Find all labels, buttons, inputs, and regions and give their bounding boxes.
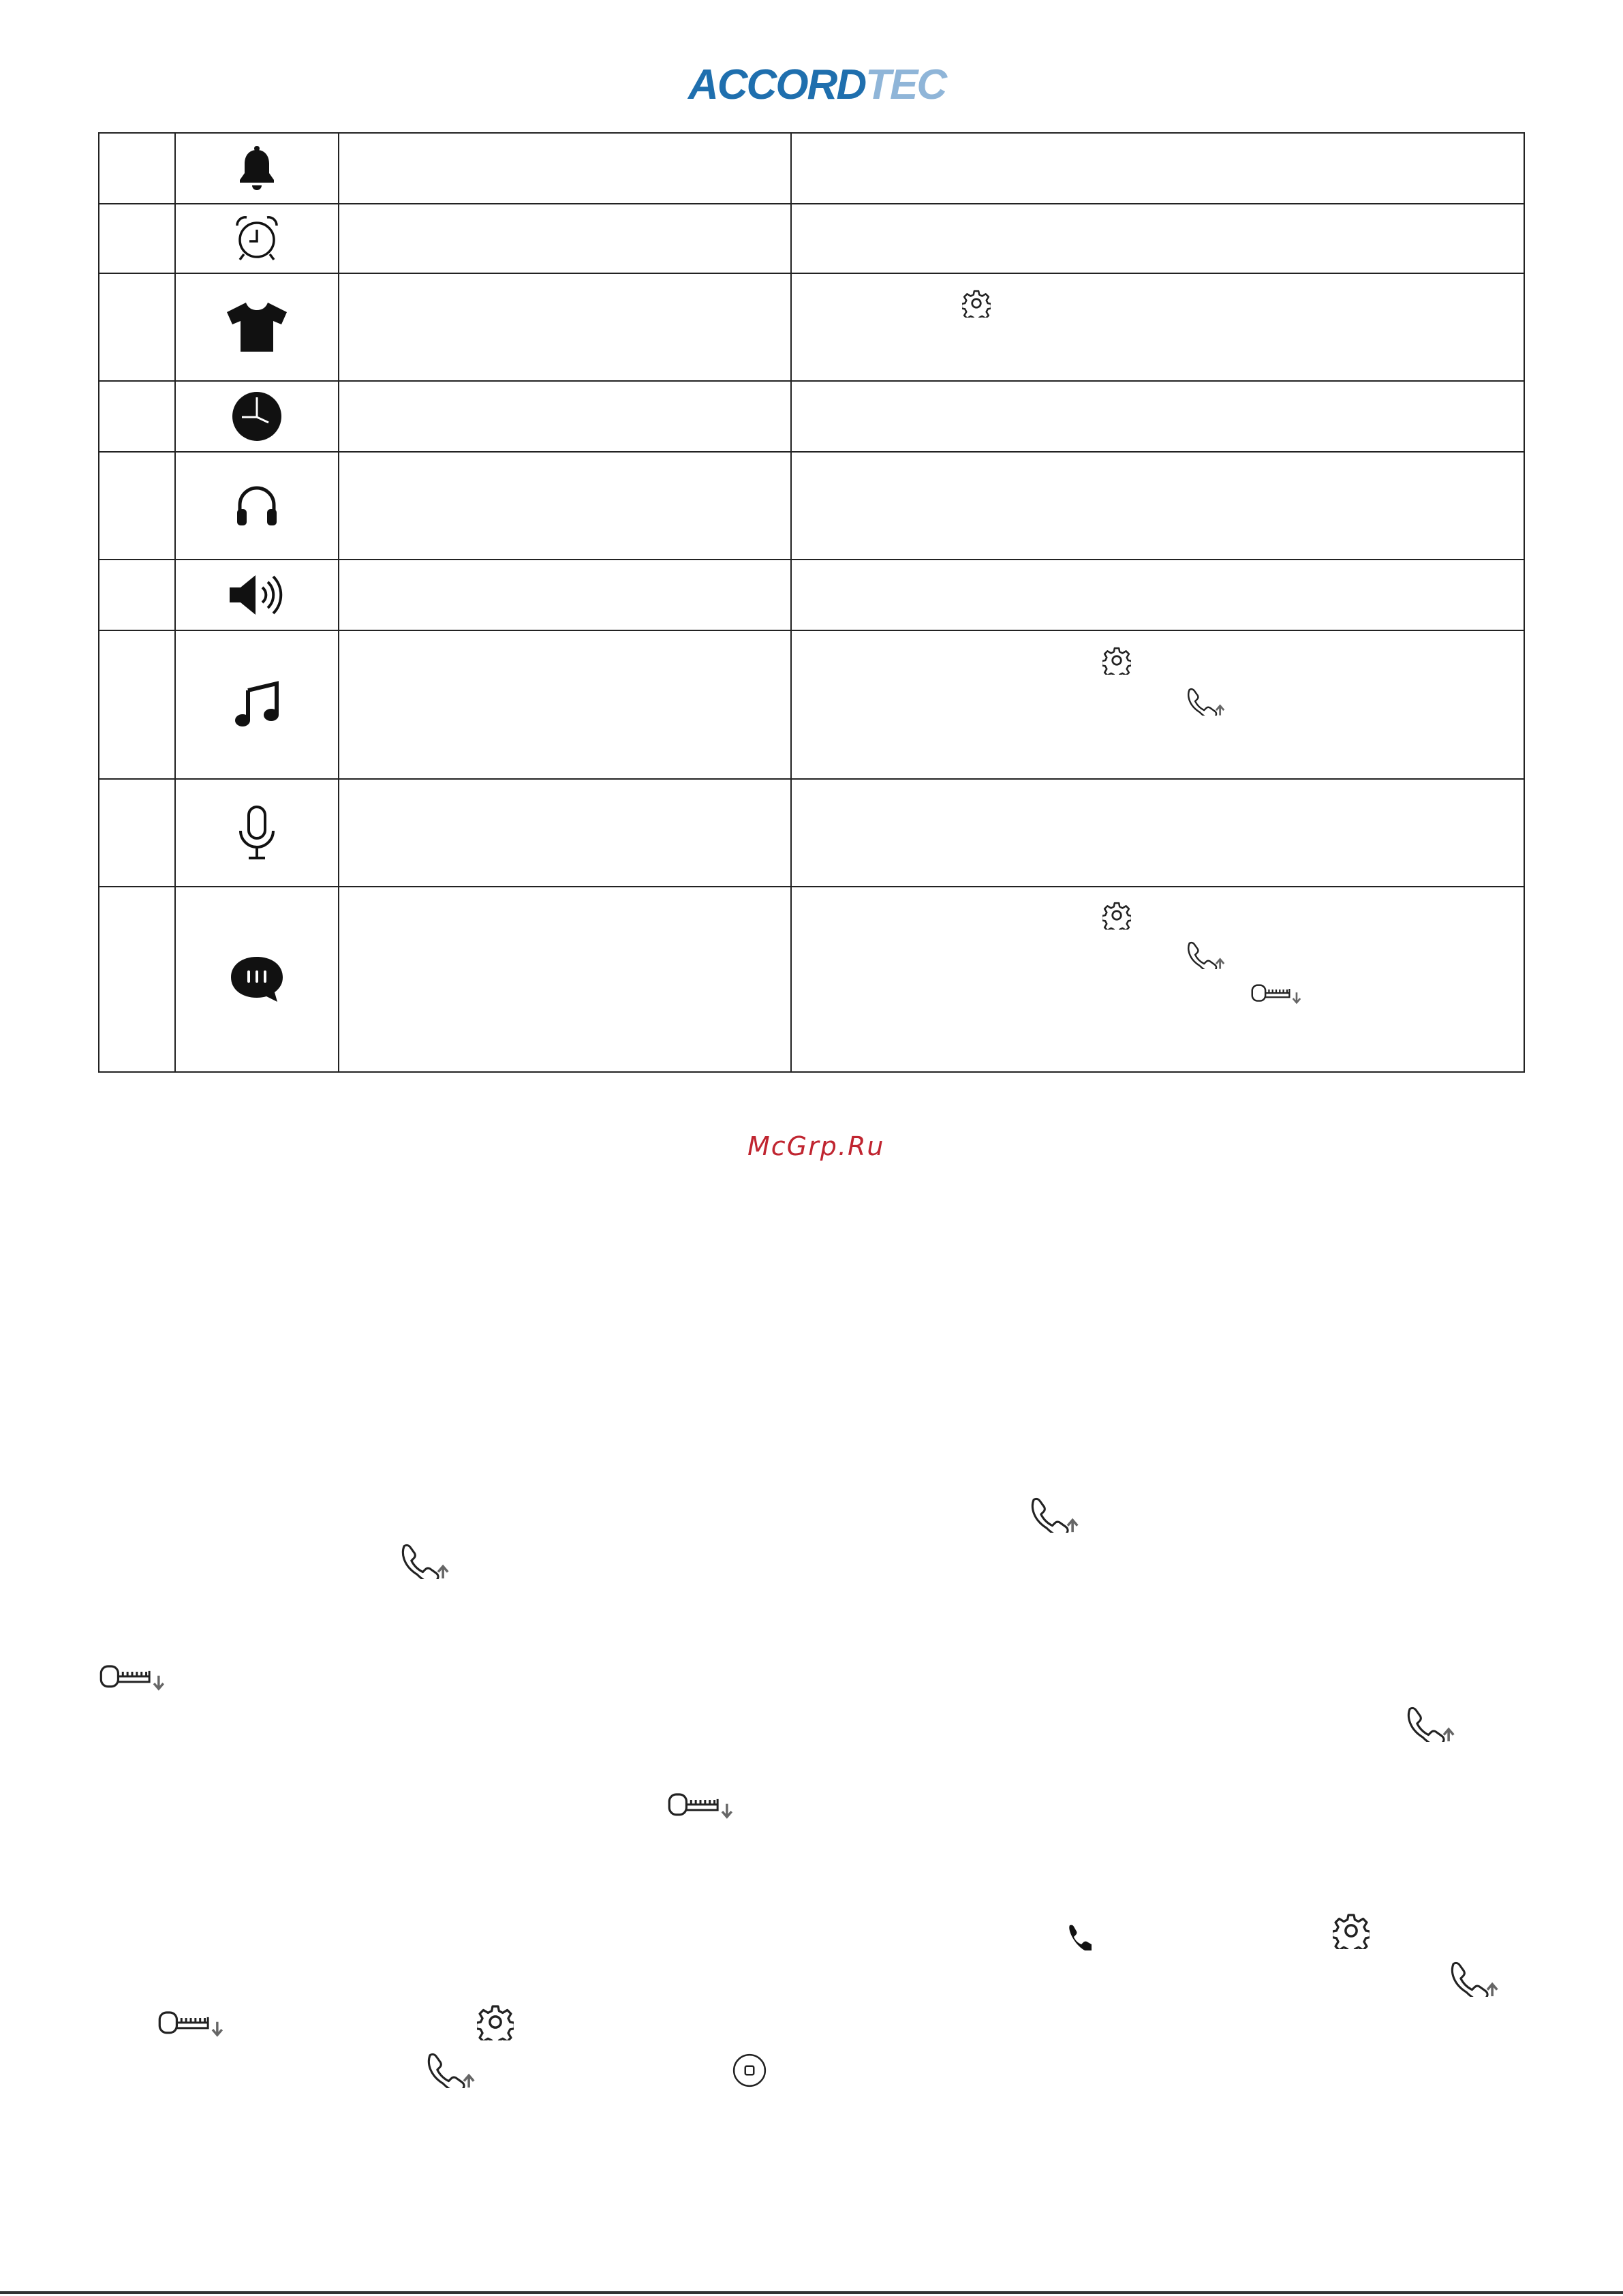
call-up-icon bbox=[1186, 687, 1226, 716]
icon-cell bbox=[175, 204, 339, 273]
call-up-icon bbox=[1405, 1705, 1457, 1742]
alarm-clock-icon bbox=[232, 213, 282, 264]
call-up-icon bbox=[1029, 1496, 1081, 1533]
key-down-icon bbox=[99, 1662, 165, 1693]
function-description bbox=[791, 630, 1524, 779]
function-description bbox=[791, 560, 1524, 630]
function-description bbox=[791, 133, 1524, 204]
function-name bbox=[339, 452, 791, 560]
gear-icon bbox=[1333, 1912, 1370, 1949]
function-table bbox=[98, 132, 1525, 1073]
function-name bbox=[339, 133, 791, 204]
microphone-icon bbox=[236, 805, 277, 861]
function-name bbox=[339, 381, 791, 452]
table-row bbox=[99, 452, 1524, 560]
row-number bbox=[99, 887, 175, 1072]
watermark: McGrp.Ru bbox=[747, 1131, 885, 1161]
page-footer-rule bbox=[0, 2291, 1623, 2294]
table-row bbox=[99, 133, 1524, 204]
icon-cell bbox=[175, 887, 339, 1072]
chat-bubble-icon bbox=[228, 955, 285, 1003]
icon-cell bbox=[175, 133, 339, 204]
logo-text-secondary: TEC bbox=[865, 61, 946, 108]
function-name bbox=[339, 273, 791, 381]
gear-icon bbox=[1102, 646, 1131, 675]
gear-icon bbox=[477, 2004, 514, 2040]
table-row bbox=[99, 630, 1524, 779]
brand-logo bbox=[688, 60, 946, 109]
call-up-icon bbox=[1186, 940, 1226, 969]
icon-cell bbox=[175, 273, 339, 381]
table-row bbox=[99, 381, 1524, 452]
icon-cell bbox=[175, 779, 339, 887]
function-name bbox=[339, 560, 791, 630]
function-name bbox=[339, 779, 791, 887]
gear-icon bbox=[962, 289, 991, 318]
row-number bbox=[99, 381, 175, 452]
table-row bbox=[99, 204, 1524, 273]
function-description bbox=[791, 887, 1524, 1072]
function-description bbox=[791, 381, 1524, 452]
table-row bbox=[99, 560, 1524, 630]
table-row bbox=[99, 273, 1524, 381]
row-number bbox=[99, 560, 175, 630]
row-number bbox=[99, 204, 175, 273]
row-number bbox=[99, 452, 175, 560]
function-description bbox=[791, 204, 1524, 273]
icon-cell bbox=[175, 381, 339, 452]
table-row bbox=[99, 779, 1524, 887]
function-description bbox=[791, 452, 1524, 560]
home-button-icon bbox=[732, 2053, 767, 2088]
speaker-icon bbox=[228, 572, 285, 617]
music-note-icon bbox=[234, 681, 279, 729]
logo-text-primary: ACCORD bbox=[688, 61, 866, 108]
tshirt-icon bbox=[226, 301, 288, 353]
key-down-icon bbox=[668, 1790, 733, 1821]
function-name bbox=[339, 204, 791, 273]
phone-icon bbox=[1064, 1923, 1092, 1950]
row-number bbox=[99, 630, 175, 779]
row-number bbox=[99, 273, 175, 381]
function-name bbox=[339, 630, 791, 779]
gear-icon bbox=[1102, 901, 1131, 930]
call-up-icon bbox=[425, 2051, 477, 2088]
call-up-icon bbox=[1449, 1960, 1500, 1997]
headphones-icon bbox=[234, 483, 279, 528]
table-row bbox=[99, 887, 1524, 1072]
icon-cell bbox=[175, 560, 339, 630]
clock-icon bbox=[231, 391, 283, 442]
key-down-icon bbox=[158, 2008, 223, 2039]
icon-cell bbox=[175, 630, 339, 779]
call-up-icon bbox=[399, 1542, 451, 1579]
row-number bbox=[99, 779, 175, 887]
icon-cell bbox=[175, 452, 339, 560]
function-description bbox=[791, 273, 1524, 381]
function-name bbox=[339, 887, 791, 1072]
function-description bbox=[791, 779, 1524, 887]
row-number bbox=[99, 133, 175, 204]
bell-icon bbox=[235, 144, 279, 192]
key-down-icon bbox=[1251, 981, 1301, 1006]
